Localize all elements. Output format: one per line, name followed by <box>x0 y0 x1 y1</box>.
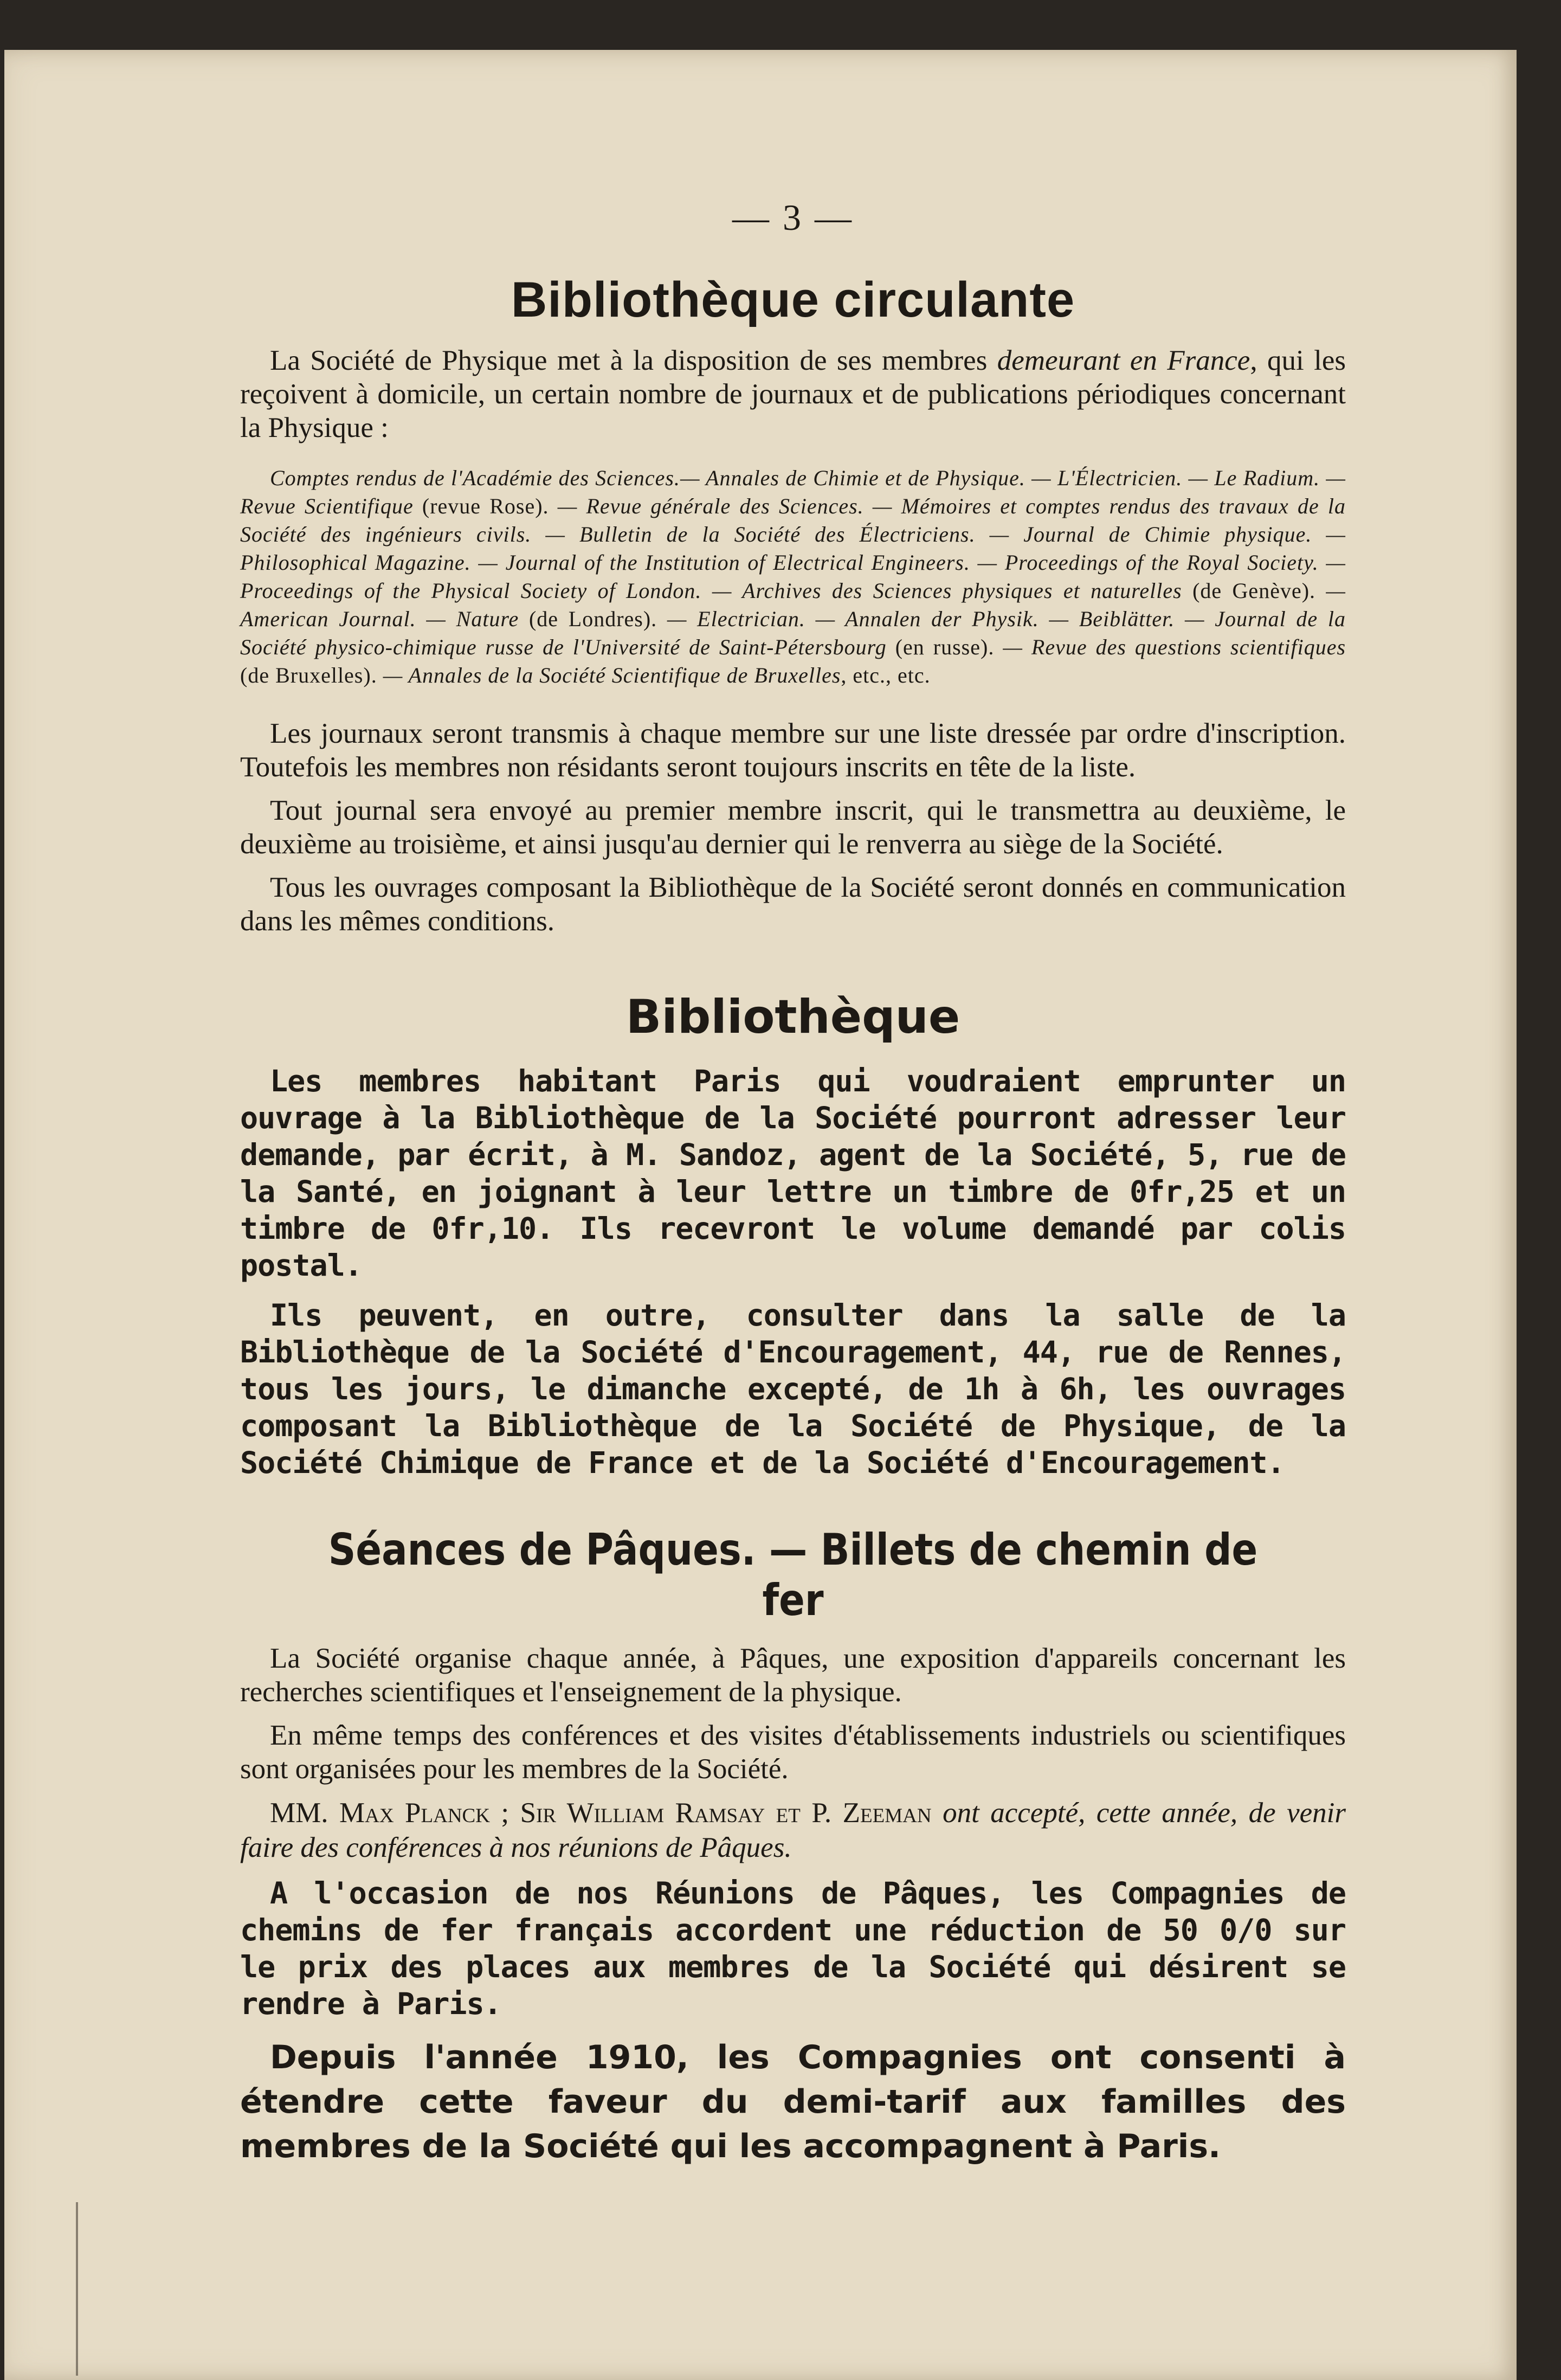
speakers-names: MM. Max Planck ; Sir William Ramsay et P. Zeeman <box>270 1797 932 1829</box>
journal-entry: (en russe). <box>886 635 1003 659</box>
speakers-text: ont accepté, cette année, de venir faire des conférences à nos réunions de Pâques. <box>240 1797 1346 1863</box>
journal-entry: (de Genève). <box>1182 578 1326 603</box>
journal-entry: (de Londres). <box>519 607 667 631</box>
page-content <box>240 196 1346 2169</box>
journal-entry: — Journal de la Société physico-chimique russe de l'Université de Saint-Pétersbourg <box>240 607 1346 659</box>
journal-entry: — Annales de Chimie et de Physique. <box>680 466 1025 490</box>
intro-text-b: , qui les reçoivent à domicile, un certain nombre de journaux et de publications périodiques concernant la Physique : <box>240 345 1346 443</box>
journal-entry: — Le Radium. <box>1182 466 1320 490</box>
section-title-seances-de-paques: Séances de Pâques. — Billets de chemin de fer <box>328 1525 1258 1625</box>
paragraph-transmission: Les journaux seront transmis à chaque membre sur une liste dressée par ordre d'inscription. Toutefois les membres non résidants seront toujours inscrits en tête de la liste. <box>240 718 1346 783</box>
journal-entry: — Revue des questions scientifiques <box>1003 635 1346 659</box>
paragraph-ouvrages: Tous les ouvrages composant la Bibliothèque de la Société seront donnés en communication dans les mêmes conditions. <box>240 872 1346 937</box>
journal-entry: — Mémoires et comptes rendus des travaux de la Société des ingénieurs civils. <box>240 494 1346 546</box>
intro-text-a: La Société de Physique met à la disposition de ses membres <box>270 345 997 376</box>
journal-entry: , etc., etc. <box>841 663 931 687</box>
paragraph-envoi: Tout journal sera envoyé au premier membre inscrit, qui le transmettra au deuxième, le deuxième au troisième, et ainsi jusqu'au dernier qui le renverra au siège de la Société. <box>240 795 1346 860</box>
journal-entry: — Electrician. <box>667 607 805 631</box>
document-page <box>4 50 1517 2380</box>
journal-entry: (revue Rose). <box>413 494 558 518</box>
journal-entry: — Journal de Chimie physique. <box>975 522 1312 546</box>
journal-entry: — Annalen der Physik. <box>805 607 1039 631</box>
journal-list <box>240 464 1346 690</box>
journal-entry: — Annales de la Société Scientifique de Bruxelles <box>383 663 841 687</box>
intro-text-italic: demeurant en France <box>997 345 1250 376</box>
paragraph-emprunt: Les membres habitant Paris qui voudraient emprunter un ouvrage à la Bibliothèque de la Société pourront adresser leur demande, par écrit, à M. Sandoz, agent de la Société, 5, rue de la Santé, en joignant à leur lettre un timbre de 0fr,25 et un timbre de 0fr,10. Ils recevront le volume demandé par colis postal. <box>240 1064 1346 1283</box>
journal-entry: — Beiblätter. <box>1038 607 1175 631</box>
journal-entry: — Philosophical Magazine. <box>240 522 1346 575</box>
paragraph-exposition: La Société organise chaque année, à Pâques, une exposition d'appareils concernant les recherches scientifiques et l'enseignement de la physique. <box>240 1643 1346 1708</box>
journal-entry: — American Journal. <box>240 578 1346 631</box>
journal-entry: (de Bruxelles). <box>240 663 383 687</box>
paragraph-conferences: En même temps des conférences et des visites d'établissements industriels ou scientifiques sont organisées pour les membres de la Société. <box>240 1720 1346 1785</box>
intro-paragraph <box>240 344 1346 445</box>
journal-entry: — Archives des Sciences physiques et naturelles <box>701 578 1182 603</box>
journal-entry: — Bulletin de la Société des Électriciens. <box>531 522 976 546</box>
paragraph-demi-tarif: Depuis l'année 1910, les Compagnies ont consenti à étendre cette faveur du demi-tarif aux familles des membres de la Société qui les accompagnent à Paris. <box>240 2038 1346 2165</box>
journal-entry: — Journal of the Institution of Electrical Engineers. <box>470 550 970 575</box>
journal-entry: — L'Électricien. <box>1025 466 1183 490</box>
paragraph-reduction: A l'occasion de nos Réunions de Pâques, les Compagnies de chemins de fer français accordent une réduction de 50 0/0 sur le prix des places aux membres de la Société qui désirent se rendre à Paris. <box>240 1876 1346 2021</box>
page-number: — 3 — <box>732 197 854 238</box>
paragraph-speakers <box>240 1796 1346 1865</box>
journal-entry: — Proceedings of the Physical Society of London. <box>240 550 1346 603</box>
section-title-bibliotheque: Bibliothèque <box>625 990 960 1044</box>
journal-entry: — Revue générale des Sciences. <box>557 494 864 518</box>
paragraph-consultation: Ils peuvent, en outre, consulter dans la salle de la Bibliothèque de la Société d'Encouragement, 44, rue de Rennes, tous les jours, le dimanche excepté, de 1h à 6h, les ouvrages composant la Bibliothèque de la Société de Physique, de la Société Chimique de France et de la Société d'Encouragement. <box>240 1298 1346 1480</box>
journal-entry: — Proceedings of the Royal Society. <box>970 550 1319 575</box>
journal-entry: — Revue Scientifique <box>240 466 1346 518</box>
journal-entry: — Nature <box>416 607 519 631</box>
section-title-bibliotheque-circulante: Bibliothèque circulante <box>511 272 1075 327</box>
journal-entry: Comptes rendus de l'Académie des Sciences. <box>270 466 680 490</box>
margin-line <box>76 2202 78 2376</box>
